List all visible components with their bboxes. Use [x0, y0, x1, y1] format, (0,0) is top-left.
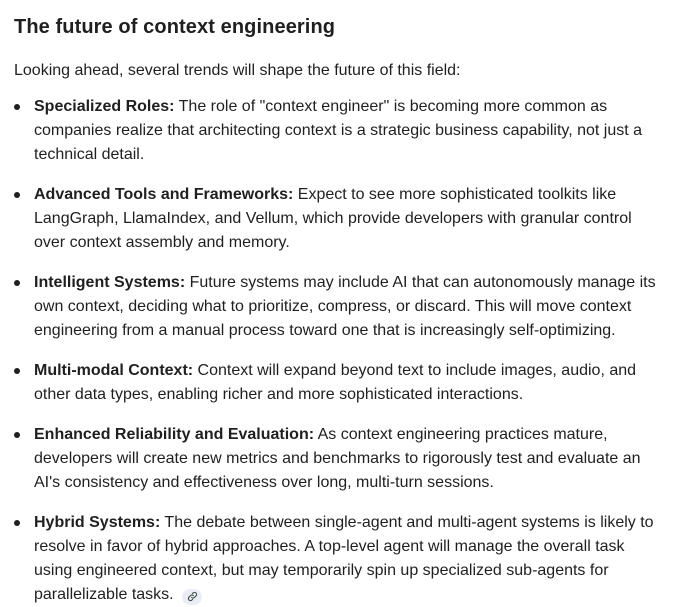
trend-term: Multi-modal Context: — [34, 362, 194, 379]
trend-term: Hybrid Systems: — [34, 514, 161, 531]
list-item — [14, 95, 666, 167]
list-item — [14, 511, 666, 607]
link-icon — [187, 591, 198, 602]
trend-term: Advanced Tools and Frameworks: — [34, 186, 294, 203]
intro-paragraph: Looking ahead, several trends will shape the future of this field: — [14, 62, 461, 79]
trend-description: Expect to see more sophisticated toolkits like LangGraph, LlamaIndex, and Vellum, which provide developers with granular control over context assembly and memory. — [34, 186, 632, 251]
trend-term: Specialized Roles: — [34, 98, 175, 115]
trend-description: As context engineering practices mature, developers will create new metrics and benchmarks to rigorously test and evaluate an AI's consistency and effectiveness over long, multi-turn sessions. — [34, 426, 641, 491]
bullet-icon — [14, 192, 20, 198]
bullet-icon — [14, 432, 20, 438]
bullet-icon — [14, 368, 20, 374]
list-item — [14, 423, 666, 495]
list-item — [14, 359, 666, 407]
trend-description: The role of "context engineer" is becoming more common as companies realize that architecting context is a strategic business capability, not just a technical detail. — [34, 98, 643, 163]
trend-description: Context will expand beyond text to include images, audio, and other data types, enabling richer and more sophisticated interactions. — [34, 362, 637, 403]
trend-term: Enhanced Reliability and Evaluation: — [34, 426, 315, 443]
bullet-icon — [14, 520, 20, 526]
source-link-button[interactable] — [182, 589, 202, 605]
bullet-icon — [14, 280, 20, 286]
response-content — [14, 14, 666, 607]
list-item — [14, 183, 666, 255]
trends-list — [14, 95, 666, 607]
section-heading: The future of context engineering — [14, 16, 336, 38]
trend-term: Intelligent Systems: — [34, 274, 186, 291]
bullet-icon — [14, 104, 20, 110]
trend-description: The debate between single-agent and multi-agent systems is likely to resolve in favor of hybrid approaches. A top-level agent will manage the overall task using engineered context, but may temporarily spin up specialized sub-agents for parallelizable tasks. — [34, 514, 654, 603]
trend-description: Future systems may include AI that can autonomously manage its own context, deciding what to prioritize, compress, or discard. This will move context engineering from a manual process toward one that is increasingly self-optimizing. — [34, 274, 656, 339]
list-item — [14, 271, 666, 343]
